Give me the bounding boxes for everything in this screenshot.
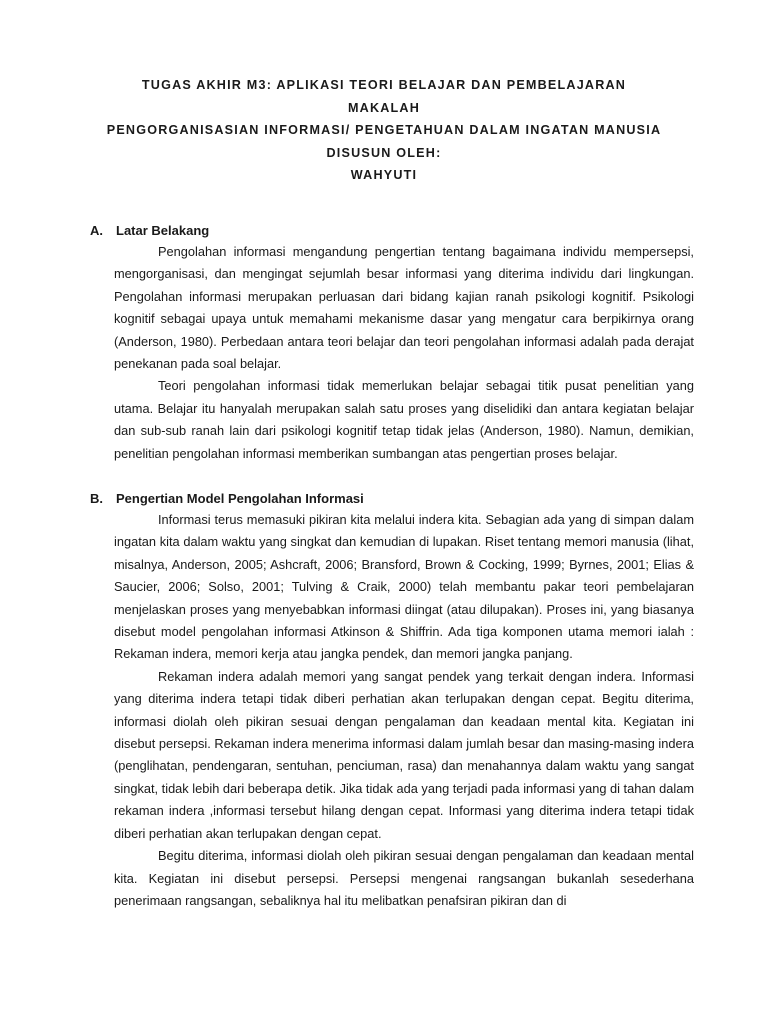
section-heading	[90, 488, 692, 509]
section-heading	[90, 220, 692, 241]
section-pengertian-model	[92, 488, 694, 912]
section-title: Latar Belakang	[116, 223, 210, 238]
paragraph: Rekaman indera adalah memori yang sangat pendek yang terkait dengan indera. Informasi yang diterima indera tetapi tidak diberi perhatian akan terlupakan dengan cepat. Begitu diterima, informasi diolah oleh pikiran sesuai dengan pengalaman dan keadaan mental kita. Kegiatan ini disebut persepsi. Rekaman indera menerima informasi dalam jumlah besar dan masing-masing indera (penglihatan, pendengaran, sentuhan, penciuman, rasa) dan menahannya dalam waktu yang sangat singkat, tidak lebih dari beberapa detik. Jika tidak ada yang terjadi pada informasi yang di tahan dalam rekaman indera ,informasi tersebut hilang dengan cepat. Informasi yang diterima indera tetapi tidak diberi perhatian akan terlupakan dengan cepat.	[114, 668, 694, 841]
section-latar-belakang	[92, 220, 694, 465]
author-name: WAHYUTI	[350, 168, 418, 182]
document-type: MAKALAH	[347, 100, 421, 115]
paragraph: Informasi terus memasuki pikiran kita melalui indera kita. Sebagian ada yang di simpan dalam ingatan kita dalam waktu yang singkat dan kemudian di lupakan. Riset tentang memori manusia (lihat, misalnya, Anderson, 2005; Ashcraft, 2006; Bransford, Brown & Cocking, 1999; Byrnes, 2001; Elias & Saucier, 2006; Solso, 2001; Tulving & Craik, 2000) telah membantu pakar teori pembelajaran menjelaskan proses yang menyebabkan informasi diingat (atau dilupakan). Proses ini, yang biasanya disebut model pengolahan informasi Atkinson & Shiffrin. Ada tiga komponen utama memori ialah : Rekaman indera, memori kerja atau jangka pendek, dan memori jangka panjang.	[114, 512, 694, 662]
section-letter: B.	[90, 491, 103, 506]
paragraph: Teori pengolahan informasi tidak memerlukan belajar sebagai titik pusat penelitian yang utama. Belajar itu hanyalah merupakan salah satu proses yang diselidiki dan antara kegiatan belajar dan sub-sub ranah lain dari psikologi kognitif tetap tidak jelas (Anderson, 1980). Namun, demikian, penelitian pengolahan informasi memberikan sumbangan atas pengertian proses belajar.	[114, 378, 694, 461]
assignment-title: TUGAS AKHIR M3: APLIKASI TEORI BELAJAR DAN PEMBELAJARAN	[141, 78, 627, 92]
section-title: Pengertian Model Pengolahan Informasi	[116, 491, 364, 506]
section-letter: A.	[90, 223, 103, 238]
document-header	[60, 74, 708, 187]
paper-title: PENGORGANISASIAN INFORMASI/ PENGETAHUAN DALAM INGATAN MANUSIA	[106, 123, 662, 137]
paragraph: Pengolahan informasi mengandung pengertian tentang bagaimana individu mempersepsi, mengorganisasi, dan mengingat sejumlah besar informasi yang diterima individu dari lingkungan. Pengolahan informasi merupakan perluasan dari bidang kajian ranah psikologi kognitif. Psikologi kognitif sebagai upaya untuk memahami mekanisme dasar yang mengatur cara berpikirnya orang (Anderson, 1980). Perbedaan antara teori belajar dan teori pengolahan informasi adalah pada derajat penekanan pada soal belajar.	[114, 244, 694, 372]
author-label: DISUSUN OLEH:	[326, 145, 442, 160]
paragraph: Begitu diterima, informasi diolah oleh pikiran sesuai dengan pengalaman dan keadaan mental kita. Kegiatan ini disebut persepsi. Persepsi mengenai rangsangan bukanlah sesederhana penerimaan rangsangan, sebaliknya hal itu melibatkan penafsiran pikiran dan di	[114, 848, 694, 908]
